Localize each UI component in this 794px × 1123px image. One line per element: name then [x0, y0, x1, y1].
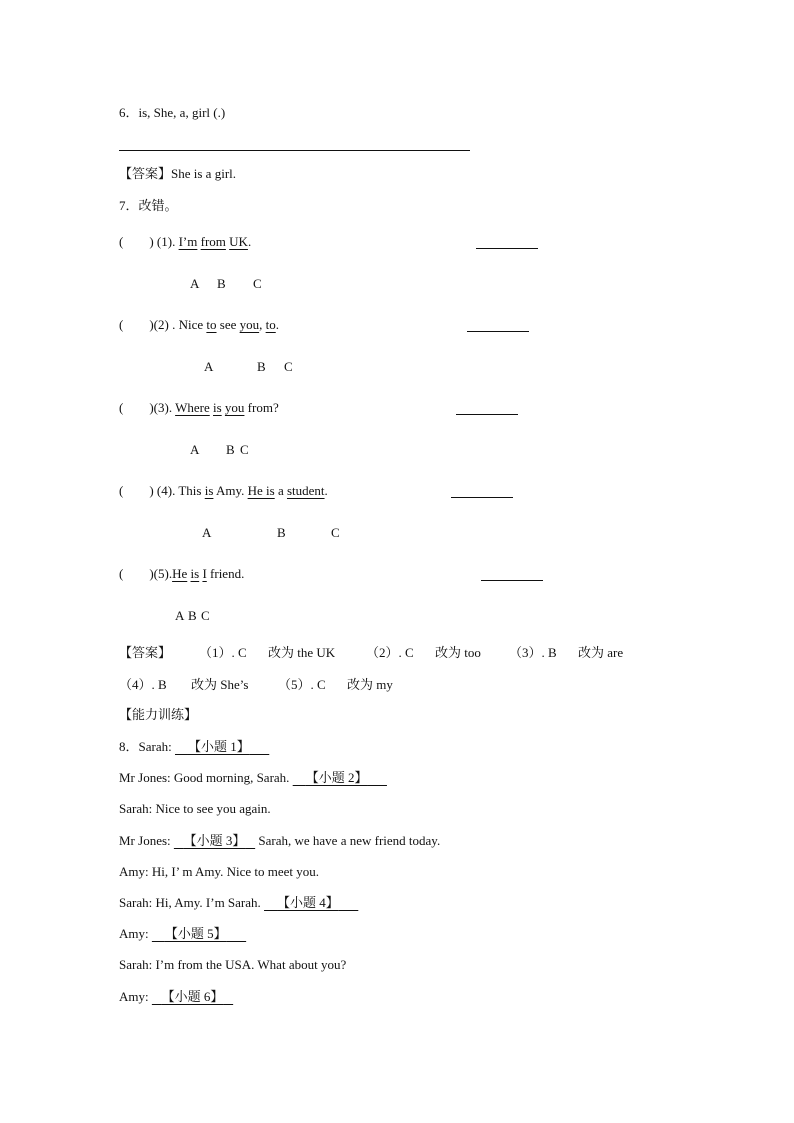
- answer-paren[interactable]: ( ): [119, 400, 154, 415]
- sub-question-label: 【小题 3】: [183, 833, 246, 848]
- q6-number: 6．: [119, 105, 139, 120]
- sub-question-blank[interactable]: [264, 895, 358, 910]
- sentence-text: Amy.: [213, 483, 248, 498]
- letter-c: C: [253, 276, 262, 291]
- q8-line-6: [119, 894, 358, 912]
- q6-prompt: [119, 104, 225, 122]
- underlined-c: to: [265, 317, 276, 332]
- answer-item: （2）. C: [366, 645, 414, 660]
- underlined-b: He is: [247, 483, 275, 498]
- q6-words: is, She, a, girl (.): [138, 105, 226, 120]
- correction-blank[interactable]: [467, 331, 529, 332]
- sub-question-label: 【小题 4】: [277, 895, 339, 910]
- q7-item-3: [119, 399, 279, 417]
- letter-b: B: [277, 525, 286, 540]
- dialogue-text: Sarah, we have a new friend today.: [255, 833, 441, 848]
- letter-b: B: [217, 276, 226, 291]
- q7-title: 改错。: [138, 198, 178, 213]
- answer-correction: 改为 the UK: [268, 645, 336, 660]
- sentence-text: from?: [244, 400, 279, 415]
- q7-item-4: [119, 482, 328, 500]
- underlined-a: is: [204, 483, 214, 498]
- sentence-text: .: [324, 483, 328, 498]
- underlined-c: student: [286, 483, 325, 498]
- answer-tag: 【答案】: [119, 645, 172, 660]
- dialogue-text: Good morning, Sarah.: [173, 770, 290, 785]
- q7-item-1: [119, 233, 251, 251]
- underlined-b: you: [239, 317, 260, 332]
- answer-item: （4）. B: [119, 677, 167, 692]
- dialogue-text: I’m from the USA. What about you?: [155, 957, 347, 972]
- q8-line-1: [119, 738, 269, 756]
- speaker: Amy:: [119, 926, 149, 941]
- answer-correction: 改为 She’s: [191, 677, 249, 692]
- q7-item-5: [119, 565, 244, 583]
- q8-line-8: [119, 956, 346, 974]
- sentence-text: Nice: [175, 317, 207, 332]
- letter-a: A: [204, 359, 214, 374]
- sub-question-label: 【小题 5】: [164, 926, 227, 941]
- sub-question-blank[interactable]: [152, 926, 246, 941]
- speaker: Sarah:: [138, 739, 172, 754]
- q8-line-3: [119, 800, 271, 818]
- answer-item: （5）. C: [278, 677, 326, 692]
- q7-number: 7．: [119, 198, 139, 213]
- q8-line-7: [119, 925, 246, 943]
- sub-question-blank[interactable]: [174, 833, 255, 848]
- letter-a: A: [202, 525, 212, 540]
- item-number: (2) .: [153, 317, 176, 332]
- underlined-c: you: [224, 400, 245, 415]
- sentence-text: friend.: [206, 566, 245, 581]
- answer-correction: 改为 too: [435, 645, 481, 660]
- sub-question-blank[interactable]: [293, 770, 387, 785]
- speaker: Sarah:: [119, 801, 153, 816]
- q7-item-2: [119, 316, 279, 334]
- q8-line-2: [119, 769, 387, 787]
- correction-blank[interactable]: [481, 580, 543, 581]
- letter-b: B: [257, 359, 266, 374]
- letter-c: C: [240, 442, 249, 457]
- q6-answer-blank[interactable]: [119, 150, 470, 151]
- correction-blank[interactable]: [476, 248, 538, 249]
- answer-correction: 改为 my: [347, 677, 393, 692]
- speaker: Amy:: [119, 989, 149, 1004]
- underlined-b: is: [190, 566, 200, 581]
- sentence-text: a: [274, 483, 287, 498]
- letter-c: C: [284, 359, 293, 374]
- answer-paren[interactable]: ( ): [119, 566, 154, 581]
- letter-c: C: [201, 608, 210, 623]
- underlined-a: He: [172, 566, 188, 581]
- dialogue-text: Hi, Amy. I’m Sarah.: [155, 895, 261, 910]
- dialogue-text: Hi, I’ m Amy. Nice to meet you.: [151, 864, 320, 879]
- answer-paren[interactable]: ( ): [119, 483, 154, 498]
- speaker: Sarah:: [119, 957, 153, 972]
- underlined-b: is: [213, 400, 222, 415]
- letter-b: B: [226, 442, 235, 457]
- dialogue-text: Nice to see you again.: [155, 801, 271, 816]
- q8-line-5: [119, 863, 319, 881]
- q7-answer-line-1: [119, 644, 171, 662]
- answer-item: （3）. B: [509, 645, 557, 660]
- q7-heading: [119, 197, 178, 215]
- speaker: Sarah:: [119, 895, 153, 910]
- correction-blank[interactable]: [451, 497, 513, 498]
- q8-line-9: [119, 988, 233, 1006]
- letter-b: B: [188, 608, 197, 623]
- sub-question-label: 【小题 6】: [161, 989, 224, 1004]
- answer-paren[interactable]: ( ): [119, 317, 154, 332]
- correction-blank[interactable]: [456, 414, 518, 415]
- sentence-text: ,: [259, 317, 266, 332]
- letter-c: C: [331, 525, 340, 540]
- speaker: Mr Jones:: [119, 833, 171, 848]
- answer-tag: 【答案】: [119, 166, 172, 181]
- sub-question-blank[interactable]: [175, 739, 269, 754]
- speaker: Mr Jones:: [119, 770, 171, 785]
- underlined-c: I: [202, 566, 207, 581]
- q8-line-4: [119, 832, 440, 850]
- sentence-text: .: [247, 234, 252, 249]
- answer-correction: 改为 are: [578, 645, 624, 660]
- underlined-c: UK: [229, 234, 248, 249]
- item-number: (5).: [153, 566, 173, 581]
- underlined-b: from: [200, 234, 226, 249]
- sub-question-label: 【小题 2】: [305, 770, 368, 785]
- section-heading-ability: 【能力训练】: [119, 707, 198, 722]
- answer-paren[interactable]: ( ): [119, 234, 154, 249]
- sentence-text: .: [275, 317, 279, 332]
- q8-number: 8．: [119, 739, 139, 754]
- sub-question-label: 【小题 1】: [187, 739, 250, 754]
- answer-item: （1）. C: [199, 645, 247, 660]
- underlined-a: to: [206, 317, 217, 332]
- letter-a: A: [190, 276, 200, 291]
- sentence-text: This: [175, 483, 205, 498]
- sub-question-blank[interactable]: [152, 989, 233, 1004]
- item-number: (4).: [156, 483, 176, 498]
- q6-answer-text: She is a girl.: [171, 166, 237, 181]
- letter-a: A: [175, 608, 185, 623]
- item-number: (1).: [156, 234, 176, 249]
- q6-answer: [119, 165, 236, 183]
- underlined-a: I’m: [178, 234, 198, 249]
- item-number: (3).: [153, 400, 173, 415]
- speaker: Amy:: [119, 864, 149, 879]
- letter-a: A: [190, 442, 200, 457]
- underlined-a: Where: [175, 400, 210, 415]
- sentence-text: see: [216, 317, 240, 332]
